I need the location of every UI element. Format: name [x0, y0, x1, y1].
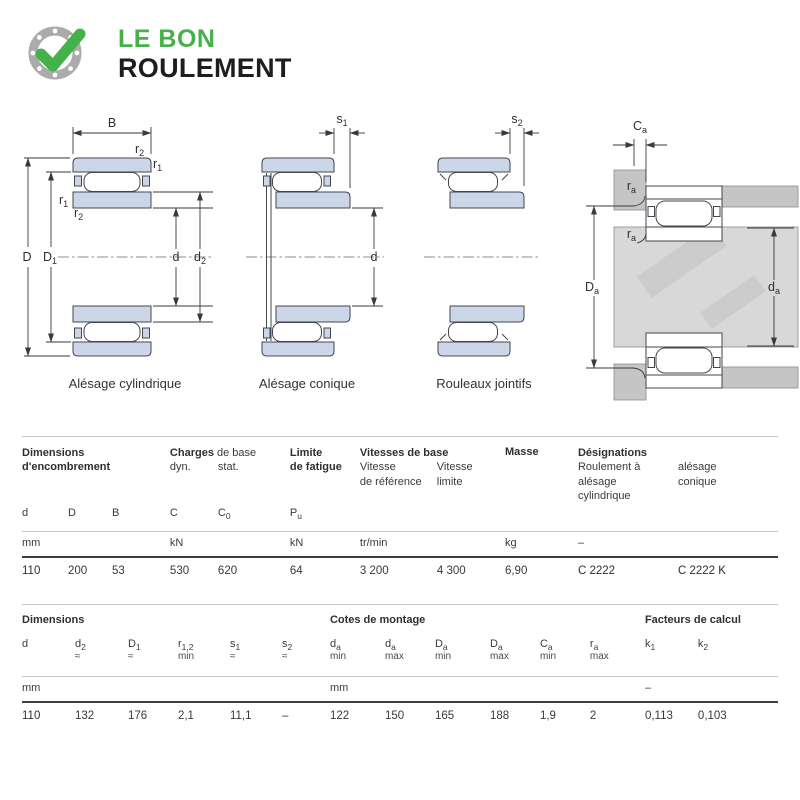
- group-header-row: [22, 605, 778, 627]
- col-symbol-d: d: [22, 507, 29, 520]
- sub-header-alesage-cylindrique: Roulement à alésage cylindrique: [577, 461, 641, 502]
- caption-tapered-bore: Alésage conique: [258, 376, 356, 391]
- unit-cell: mm: [330, 676, 385, 702]
- dim-label-s1: $s_1$: [336, 112, 348, 128]
- unit-cell: –: [578, 532, 678, 558]
- group-title: d'encombrement: [22, 461, 111, 474]
- unit-cell: mm: [22, 532, 68, 558]
- cell-ra-max: 2: [590, 702, 645, 731]
- dim-label-r2-top: $r_2$: [135, 142, 145, 158]
- unit-cell: tr/min: [360, 532, 437, 558]
- cell-Pu: 64: [290, 557, 360, 586]
- col-symbol-C: C: [169, 507, 178, 520]
- col-symbol-B: B: [111, 507, 120, 520]
- col-symbol-r12: $r_{1,2}$ min: [177, 638, 195, 662]
- cell-Ca-min: 1,9: [540, 702, 590, 731]
- col-symbol-ra-max: $r_a$ max: [589, 638, 609, 662]
- col-symbol-Da-min: $D_a$ min: [434, 638, 452, 662]
- sub-header-stat: stat.: [217, 461, 239, 474]
- cell-D: 200: [68, 557, 112, 586]
- sub-header-dyn: dyn.: [169, 461, 191, 474]
- unit-cell: kN: [170, 532, 218, 558]
- group-vitesses-de-base: Vitesses de base Vitesse de référence Vitesse limite: [360, 437, 505, 504]
- data-row: [22, 702, 778, 731]
- cell-vitesse-limite: 4 300: [437, 557, 505, 586]
- symbol-header-row: [22, 626, 778, 676]
- cell-da-min: 122: [330, 702, 385, 731]
- group-limite-fatigue: Limite de fatigue: [290, 437, 360, 504]
- cell-d: 110: [22, 557, 68, 586]
- cell-B: 53: [112, 557, 170, 586]
- dim-label-B: B: [107, 116, 117, 130]
- dim-label-d: d: [370, 250, 378, 264]
- dim-label-D1: $D_1$: [42, 250, 58, 266]
- col-symbol-D1: $D_1$ ≈: [127, 638, 141, 662]
- col-symbol-Da-max: $D_a$ max: [489, 638, 509, 662]
- diagram-tapered-bore: [246, 112, 384, 391]
- col-symbol-s1: $s_1$ ≈: [229, 638, 241, 662]
- cell-designation-cylindrique: C 2222: [578, 557, 678, 586]
- cell-s2: –: [282, 702, 330, 731]
- housing-top-right: [722, 186, 798, 207]
- cell-d2: 132: [75, 702, 128, 731]
- group-cotes-de-montage: Cotes de montage: [330, 605, 645, 627]
- col-symbol-Pu: $P_u$: [289, 507, 302, 522]
- cell-vitesse-reference: 3 200: [360, 557, 437, 586]
- dim-label-Da: $D_a$: [584, 280, 600, 296]
- sub-header-alesage-conique: alésage conique: [677, 461, 717, 488]
- dim-label-s2: $s_2$: [511, 112, 523, 128]
- units-row: [22, 676, 778, 702]
- dim-label-ra-1: $r_a$: [626, 179, 636, 195]
- housing-bottom: [614, 364, 646, 400]
- dim-label-D: D: [22, 250, 32, 264]
- group-dimensions: Dimensions: [22, 605, 330, 627]
- col-symbol-da-max: $d_a$ max: [384, 638, 404, 662]
- dim-label-Ca: $C_a$: [632, 119, 648, 135]
- group-facteurs-de-calcul: Facteurs de calcul: [645, 605, 778, 627]
- cell-designation-conique: C 2222 K: [678, 557, 778, 586]
- sub-header-vitesse-reference: Vitesse de référence: [359, 461, 422, 488]
- dim-label-r2-left: $r_2$: [74, 206, 84, 222]
- group-charges-de-base: Charges de base dyn. stat.: [170, 437, 290, 504]
- cell-D1: 176: [128, 702, 178, 731]
- symbol-header-row: [22, 503, 778, 532]
- col-symbol-k2: $k_2$: [697, 638, 709, 653]
- cell-k1: 0,113: [645, 702, 698, 731]
- cell-da-max: 150: [385, 702, 435, 731]
- col-symbol-Ca-min: $C_a$ min: [539, 638, 557, 662]
- housing-bottom-right: [722, 367, 798, 388]
- dim-label-d2: $d_2$: [194, 250, 206, 266]
- table-mounting-dimensions: [22, 604, 778, 731]
- col-symbol-D: D: [67, 507, 76, 520]
- group-title: Dimensions: [22, 447, 85, 459]
- sub-header-vitesse-limite: Vitesse limite: [436, 461, 473, 488]
- diagram-mounting: [585, 119, 798, 400]
- unit-cell: kg: [505, 532, 578, 558]
- cell-s1: 11,1: [230, 702, 282, 731]
- group-designations: Désignations Roulement à alésage cylindrique alésage conique: [578, 437, 778, 504]
- units-row: [22, 532, 778, 558]
- dim-label-ra-2: $r_a$: [626, 227, 636, 243]
- cell-C: 530: [170, 557, 218, 586]
- dim-label-r1-left: $r_1$: [59, 193, 69, 209]
- group-header-row: [22, 437, 778, 504]
- col-symbol-C0: $C_0$: [217, 507, 231, 522]
- col-symbol-k1: $k_1$: [644, 638, 656, 653]
- dim-label-da: $d_a$: [768, 280, 780, 296]
- logo-line2: ROULEMENT: [118, 52, 292, 83]
- group-dimensions-encombrement: [22, 437, 170, 504]
- caption-cylindrical-bore: Alésage cylindrique: [68, 376, 182, 391]
- diagram-joined-rollers: [424, 112, 540, 391]
- data-row: [22, 557, 778, 586]
- dim-label-r1-top: $r_1$: [153, 157, 163, 173]
- unit-cell: kN: [290, 532, 360, 558]
- caption-joined-rollers: Rouleaux jointifs: [436, 376, 532, 391]
- cell-C0: 620: [218, 557, 290, 586]
- table-main-specs: [22, 436, 778, 586]
- group-masse: Masse: [505, 437, 578, 504]
- col-symbol-s2: $s_2$ ≈: [281, 638, 293, 662]
- col-symbol-d2: $d_2$ ≈: [74, 638, 86, 662]
- unit-cell: –: [645, 676, 698, 702]
- col-symbol-da-min: $d_a$ min: [329, 638, 347, 662]
- col-symbol-d: d: [22, 638, 29, 650]
- dim-label-d: d: [172, 250, 180, 264]
- cell-masse: 6,90: [505, 557, 578, 586]
- cell-r12: 2,1: [178, 702, 230, 731]
- cell-Da-min: 165: [435, 702, 490, 731]
- unit-cell: mm: [22, 676, 75, 702]
- cell-d: 110: [22, 702, 75, 731]
- cell-k2: 0,103: [698, 702, 778, 731]
- cell-Da-max: 188: [490, 702, 540, 731]
- diagram-cylindrical-bore: [22, 116, 214, 391]
- logo-line1: LE BON: [118, 24, 216, 53]
